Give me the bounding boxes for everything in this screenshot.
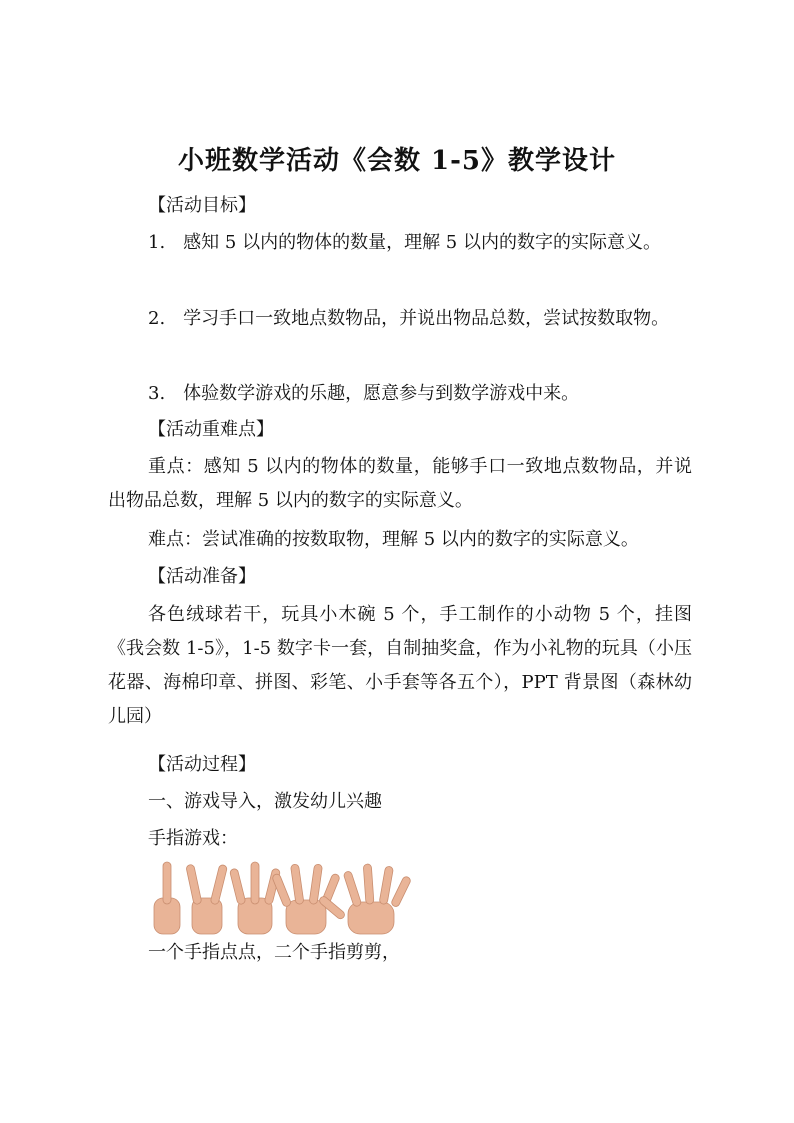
section-heading-goals: 【活动目标】 bbox=[148, 195, 256, 216]
preparation-text: 各色绒球若干，玩具小木碗 5 个，手工制作的小动物 5 个，挂图《我会数 1-5》，1-5 数字卡一套，自制抽奖盒，作为小礼物的玩具（小压花器、海棉印章、拼图、彩笔、小手套等各五个），PPT 背景图（森林幼儿园） bbox=[108, 604, 692, 727]
section-heading-key-points: 【活动重难点】 bbox=[148, 419, 274, 440]
section-heading-process: 【活动过程】 bbox=[148, 754, 256, 775]
process-step-1: 一、游戏导入，激发幼儿兴趣 bbox=[148, 791, 382, 812]
hand-three-fingers-icon bbox=[229, 862, 280, 934]
key-point-difficulty: 难点：尝试准确的按数取物，理解 5 以内的数字的实际意义。 bbox=[148, 529, 639, 550]
goal-item-3: 3. 体验数学游戏的乐趣，愿意参与到数学游戏中来。 bbox=[148, 383, 580, 404]
key-point-focus: 重点：感知 5 以内的物体的数量，能够手口一致地点数物品，并说出物品总数，理解 5 以内的数字的实际意义。 bbox=[108, 456, 692, 511]
hand-five-fingers-icon bbox=[318, 864, 412, 934]
finger-count-illustration bbox=[150, 858, 425, 936]
hand-two-fingers-icon bbox=[186, 864, 228, 934]
hand-four-fingers-icon bbox=[272, 864, 341, 934]
section-heading-preparation: 【活动准备】 bbox=[148, 566, 256, 587]
hand-one-finger-icon bbox=[154, 862, 180, 934]
finger-rhyme-line: 一个手指点点，二个手指剪剪， bbox=[148, 942, 400, 963]
finger-game-label: 手指游戏： bbox=[148, 828, 238, 849]
goal-item-2: 2. 学习手口一致地点数物品，并说出物品总数，尝试按数取物。 bbox=[148, 308, 670, 329]
goal-item-1: 1. 感知 5 以内的物体的数量，理解 5 以内的数字的实际意义。 bbox=[148, 232, 661, 253]
document-title: 小班数学活动《会数 1-5》教学设计 bbox=[177, 146, 617, 176]
